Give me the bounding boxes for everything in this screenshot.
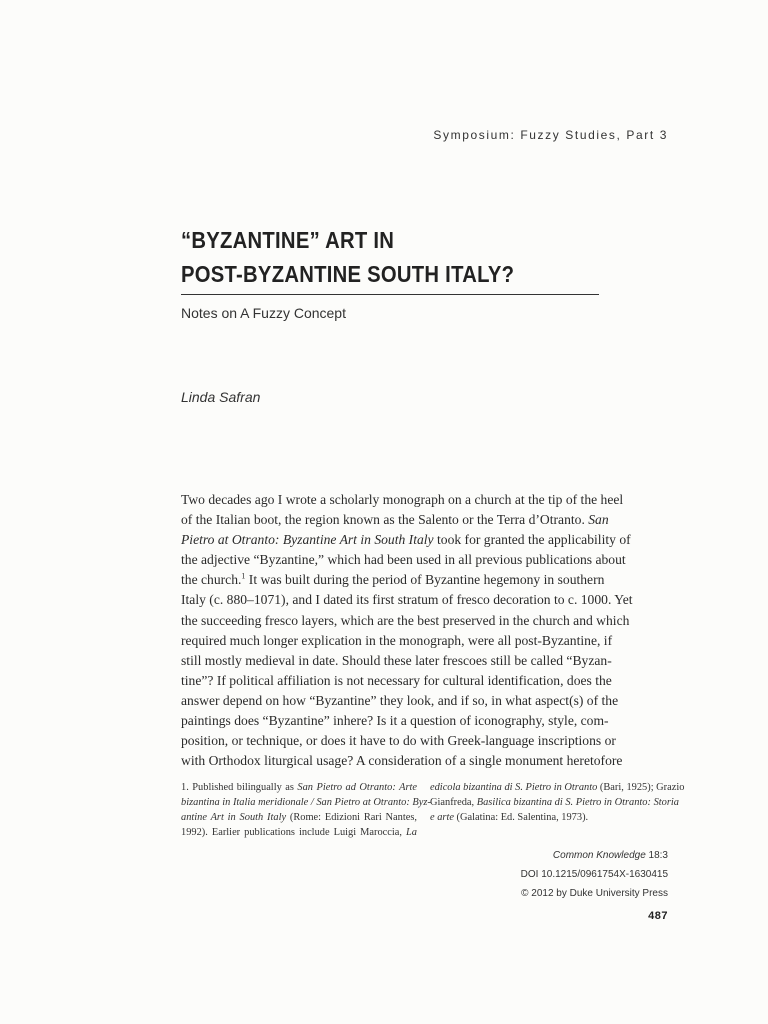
body-line [181, 671, 612, 691]
text-segment: (Bari, 1925); Grazio [597, 782, 685, 793]
text-segment: Two decades ago I wrote a scholarly monograph on a church at the tip of the heel [181, 492, 624, 507]
text-segment: 1992). Earlier publications include Luigi Maroccia, [181, 827, 407, 839]
text-segment: paintings does “Byzantine” inhere? Is it a question of iconography, style, com- [181, 713, 609, 729]
italic-text: antine Art in South Italy [181, 812, 287, 824]
italic-text: San [588, 512, 609, 528]
text-segment: 1. Published bilingually as [181, 782, 298, 793]
italic-text: Pietro at Otranto: Byzantine Art in South Italy [181, 532, 434, 548]
body-line [181, 631, 613, 651]
text-segment: with Orthodox liturgical usage? A consideration of a single monument heretofore [181, 753, 623, 769]
italic-text: Basilica bizantina di S. Pietro in Otranto: Storia [476, 797, 679, 809]
body-line [181, 490, 624, 510]
text-segment: still mostly medieval in date. Should these later frescoes still be called “Byzan- [181, 652, 612, 668]
text-segment: (Rome: Edizioni Rari Nantes, [286, 812, 418, 824]
footnote-column-left [181, 780, 431, 840]
body-line [181, 731, 616, 751]
italic-text: e arte [430, 812, 454, 824]
text-segment: of the Italian boot, the region known as the Salento or the Terra d’Otranto. [181, 512, 589, 528]
author-name: Linda Safran [181, 389, 261, 405]
title-rule [181, 294, 599, 295]
text-segment: Italy (c. 880–1071), and I dated its first stratum of fresco decoration to c. 1000. Yet [181, 592, 633, 608]
copyright: © 2012 by Duke University Press [521, 888, 668, 899]
text-segment: the church. [181, 572, 242, 588]
footnote-line [181, 825, 417, 840]
text-segment: Gianfreda, [430, 797, 477, 809]
title-block [181, 223, 599, 321]
body-line [181, 611, 630, 631]
journal-citation [553, 850, 668, 861]
body-line [181, 530, 631, 550]
body-line [181, 651, 612, 671]
body-line [181, 550, 626, 570]
doi: DOI 10.1215/0961754X-1630415 [520, 869, 668, 880]
italic-text: La [406, 827, 417, 839]
footnote-line [181, 795, 431, 810]
page-number: 487 [648, 910, 668, 922]
journal-volume: 18:3 [648, 850, 668, 861]
text-segment: the succeeding fresco layers, which are the best preserved in the church and which [181, 612, 630, 628]
article-subtitle: Notes on A Fuzzy Concept [181, 305, 346, 321]
footnote-column-right [430, 780, 685, 825]
footnote-line [430, 810, 668, 825]
text-segment: tine”? If political affiliation is not necessary for cultural identification, does the [181, 672, 612, 688]
title-line-2: POST-BYZANTINE SOUTH ITALY? [181, 261, 515, 287]
footnote-line [430, 795, 679, 810]
footnote-marker: 1 [241, 571, 246, 581]
text-segment: took for granted the applicability of [433, 532, 631, 548]
text-segment: (Galatina: Ed. Salentina, 1973). [453, 812, 589, 824]
article-title [181, 223, 595, 291]
text-segment: It was built during the period of Byzantine hegemony in southern [245, 572, 605, 588]
text-segment: required much longer explication in the monograph, were all post-Byzantine, if [181, 632, 613, 648]
italic-text: edicola bizantina di S. Pietro in Otranto [430, 782, 598, 793]
text-segment: position, or technique, or does it have to do with Greek-language inscriptions or [181, 733, 616, 749]
body-line [181, 590, 633, 610]
italic-text: San Pietro ad Otranto: Arte [297, 782, 417, 793]
symposium-header: Symposium: Fuzzy Studies, Part 3 [433, 128, 668, 142]
body-text [181, 490, 633, 771]
text-segment: the adjective “Byzantine,” which had been used in all previous publications about [181, 552, 626, 568]
body-line [181, 570, 605, 590]
footnote-line [181, 780, 417, 795]
body-line [181, 711, 609, 731]
journal-name: Common Knowledge [552, 850, 646, 861]
body-line [181, 510, 609, 530]
text-segment: answer depend on how “Byzantine” they look, and if so, in what aspect(s) of the [181, 692, 619, 708]
footnote-line [430, 780, 685, 795]
title-line-1: “BYZANTINE” ART IN [181, 227, 395, 253]
body-line [181, 691, 619, 711]
body-line [181, 751, 623, 771]
footnote-line [181, 810, 417, 825]
italic-text: bizantina in Italia meridionale / San Pietro at Otranto: Byz- [181, 797, 431, 809]
